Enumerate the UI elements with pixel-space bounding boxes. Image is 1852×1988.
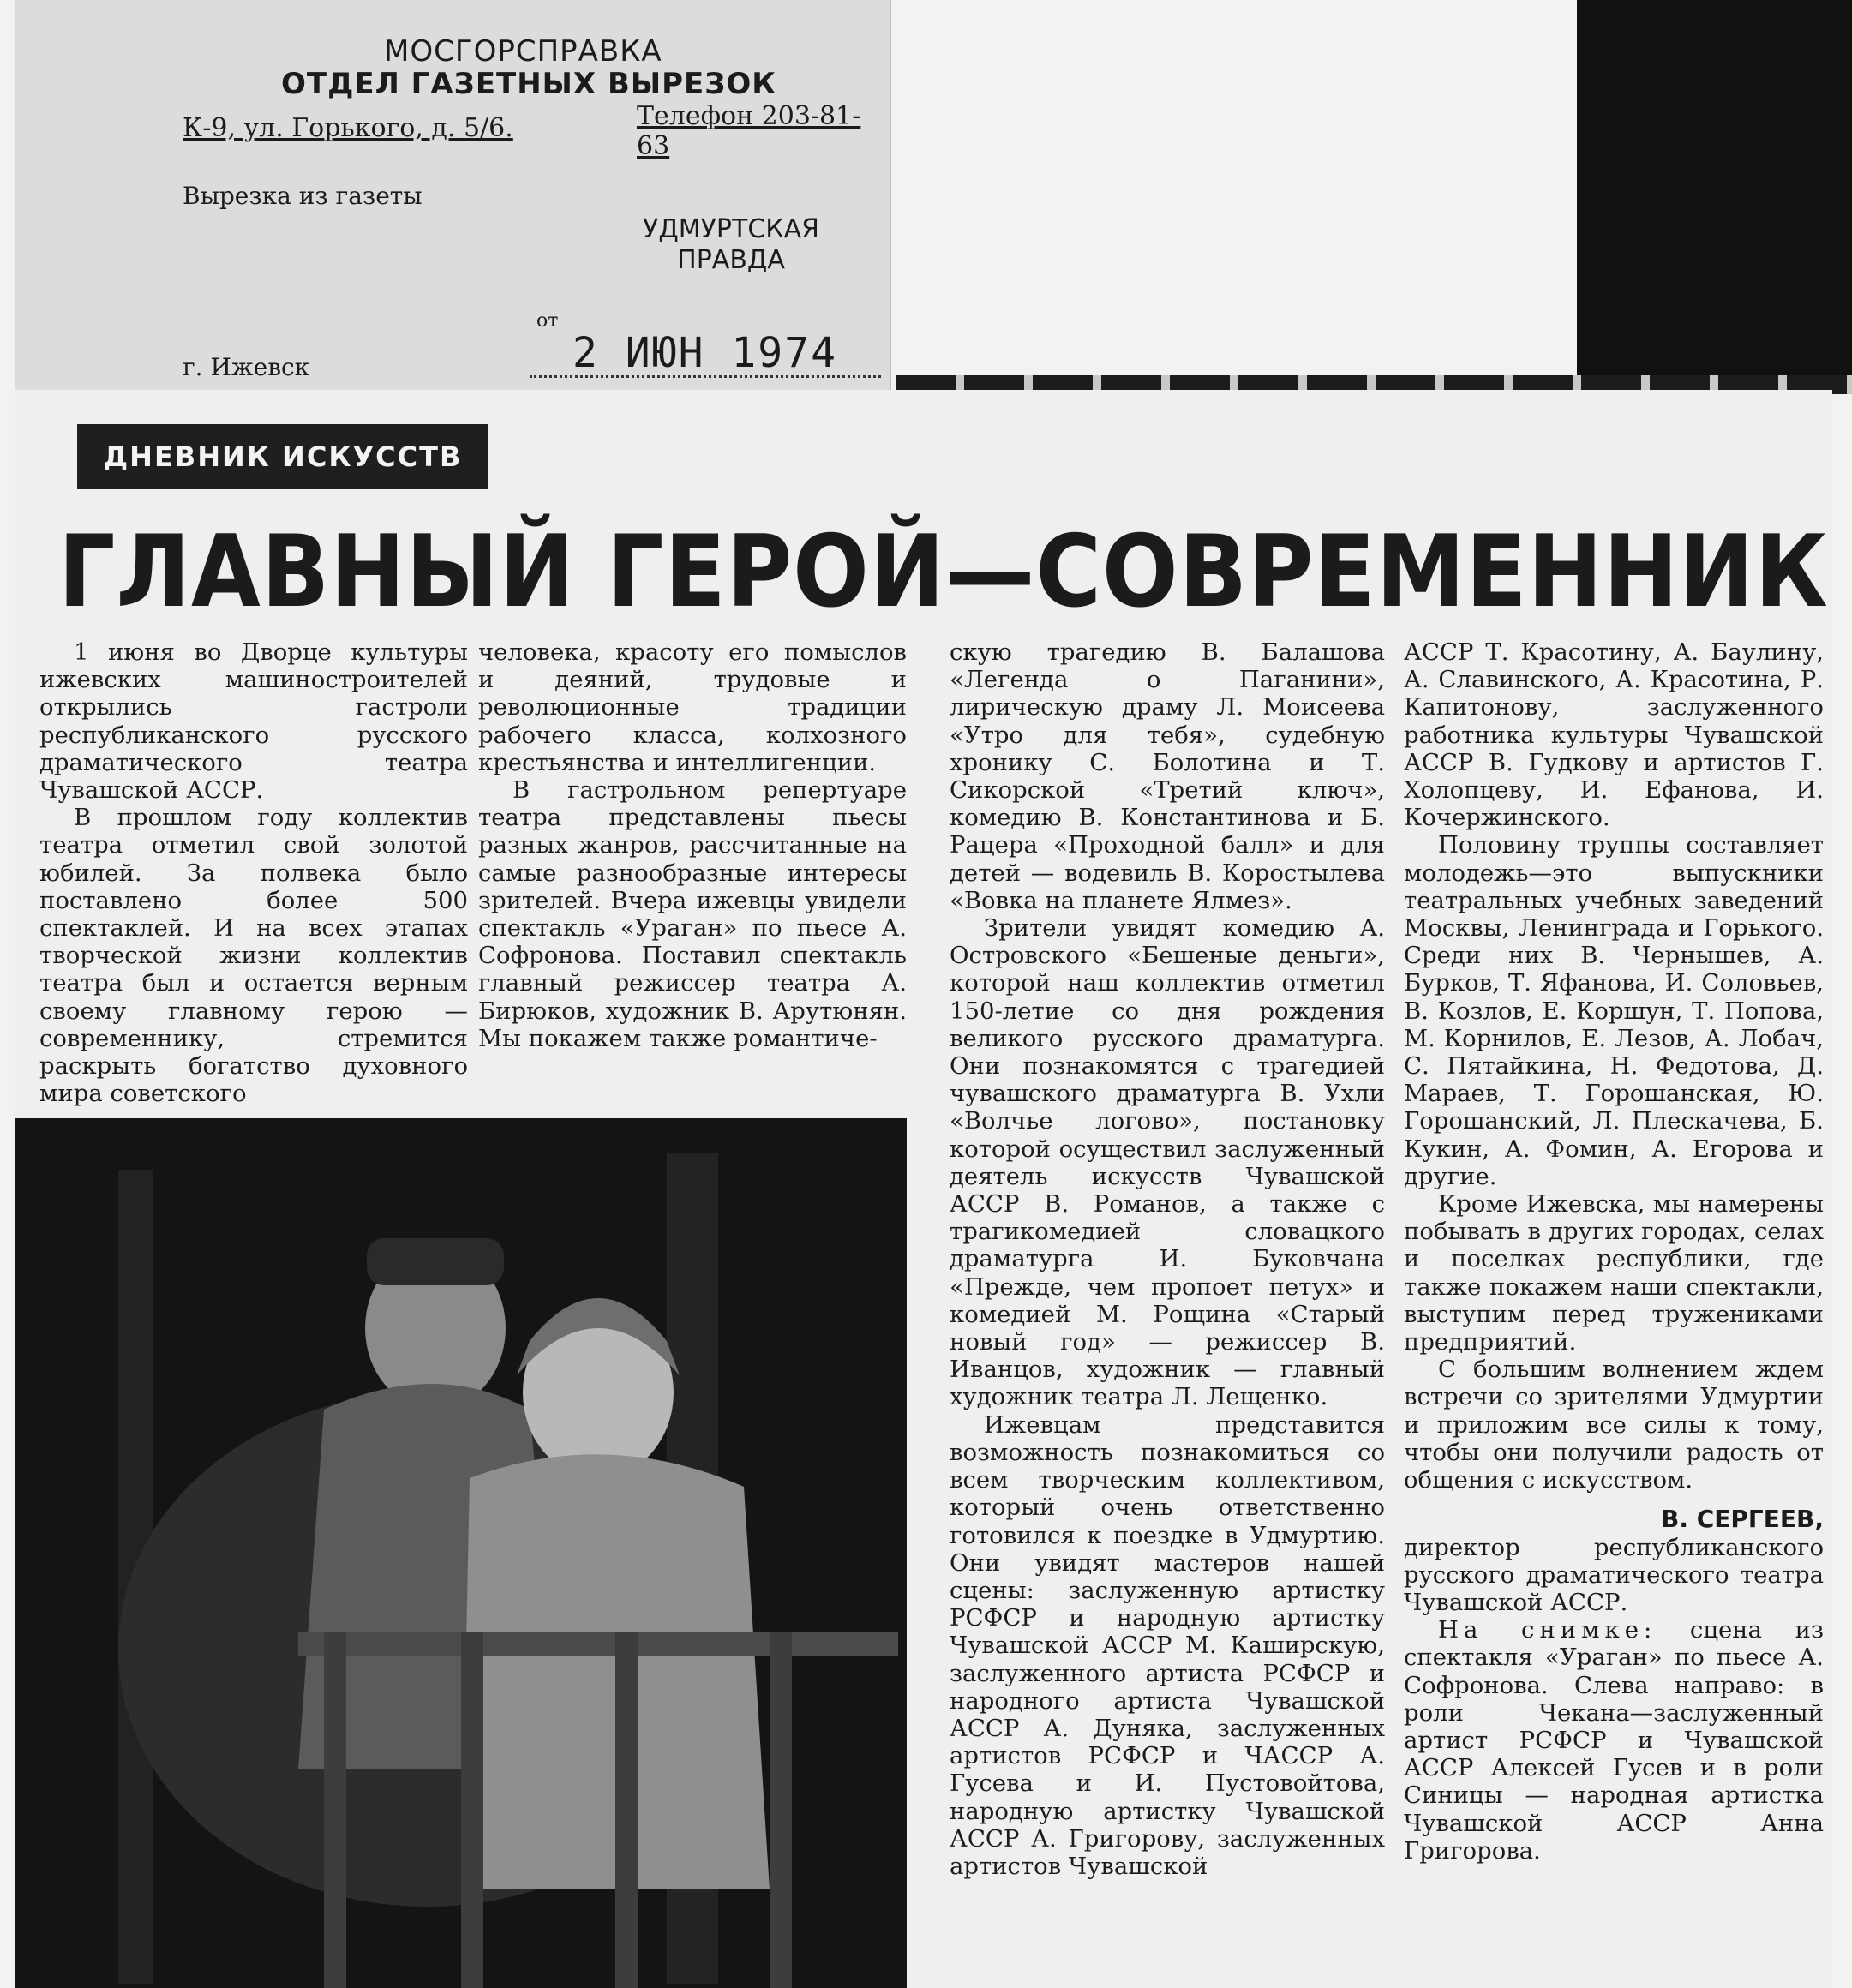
slip-date-prefix: от — [536, 310, 559, 332]
stage-photo — [15, 1118, 907, 1988]
photo-caption — [1404, 1616, 1824, 1865]
article-column-2 — [478, 638, 907, 1052]
headline: ГЛАВНЫЙ ГЕРОЙ—СОВРЕМЕННИК — [58, 514, 1829, 630]
slip-newspaper-name: УДМУРТСКАЯ ПРАВДА — [643, 214, 819, 275]
slip-city: г. Ижевск — [183, 353, 310, 381]
paragraph: С большим волнением ждем встречи со зрителями Удмуртии и приложим все силы к тому, чтобы они получили радость от общения с искусством. — [1404, 1356, 1824, 1494]
article-column-1 — [39, 638, 468, 1107]
paragraph: человека, красоту его помыслов и деяний, трудовые и революционные традиции рабочего класса, колхозного крестьянства и интеллигенции. — [478, 638, 907, 776]
caption-text: сцена из спектакля «Ураган» по пьесе А. Софронова. Слева направо: в роли Чекана—заслуженный артист РСФСР и Чувашской АССР Алексей Гусев и в роли Синицы — народная артистка Чувашской АССР Анна Григорова. — [1404, 1616, 1825, 1865]
slip-cut-label: Вырезка из газеты — [183, 182, 423, 210]
paragraph: Половину труппы составляет молодежь—это выпускники театральных учебных заведений Москвы, Ленинграда и Горького. Среди них В. Чернышев, А. Бурков, Т. Яфанова, И. Соловьев, В. Козлов, Е. Коршун, Т. Попова, М. Корнилов, Е. Лезов, А. Лобач, С. Пятайкина, Н. Федотова, Д. Мараев, Т. Горошанская, Ю. Горошанский, Л. Плескачева, Б. Кукин, А. Фомин, А. Егорова и другие. — [1404, 831, 1824, 1190]
paragraph: Зрители увидят комедию А. Островского «Бешеные деньги», которой наш коллектив отметил 150-летие со дня рождения великого русского драматурга. Они познакомятся с трагедией чувашского драматурга В. Ухли «Волчье логово», постановку которой осуществил заслуженный деятель искусств Чувашской АССР В. Романов, а также с трагикомедией словацкого драматурга И. Буковчана «Прежде, чем пропоет петух» и комедией М. Рощина «Старый новый год» — режиссер В. Иванцов, художник — главный художник театра Л. Лещенко. — [950, 914, 1385, 1411]
paragraph: 1 июня во Дворце культуры ижевских машиностроителей открылись гастроли республиканского русского драматического театра Чувашской АССР. — [39, 638, 468, 805]
paragraph: АССР Т. Красотину, А. Баулину, А. Славинского, А. Красотина, Р. Капитонову, заслуженного работника культуры Чувашской АССР В. Гудкову и артистов Г. Холопцеву, И. Ефанова, И. Кочержинского. — [1404, 638, 1824, 832]
paragraph: В прошлом году коллектив театра отметил свой золотой юбилей. За полвека было поставлено более 500 спектаклей. И на всех этапах творческой жизни коллектив театра был и остается верным своему главному герою — современнику, стремится раскрыть богатство духовного мира советского — [39, 804, 468, 1108]
slip-phone: Телефон 203-81-63 — [637, 101, 861, 161]
paragraph: скую трагедию В. Балашова «Легенда о Паганини», лирическую драму Л. Моисеева «Утро для тебя», судебную хронику С. Болотина и Т. Сикорской «Третий ключ», комедию В. Константинова и Б. Рацера «Проходной балл» и для детей — водевиль В. Коростылева «Вовка на планете Ялмез». — [950, 638, 1385, 914]
slip-date-stamp: 2 ИЮН 1974 — [572, 329, 837, 377]
slip-date-line — [530, 375, 881, 378]
paragraph: Кроме Ижевска, мы намерены побывать в других городах, селах и поселках республики, где также покажем наши спектакли, выступим перед тружениками предприятий. — [1404, 1190, 1824, 1356]
author-signature: В. СЕРГЕЕВ, — [1661, 1505, 1824, 1534]
slip-address: К-9, ул. Горького, д. 5/6. — [183, 113, 513, 143]
clipping-service-slip — [15, 0, 891, 390]
article-column-4 — [1404, 638, 1824, 1865]
photo-scene-illustration — [15, 1118, 907, 1988]
newspaper-clipping — [15, 390, 1832, 1988]
paragraph: Ижевцам представится возможность познакомиться со всем творческим коллективом, который очень ответственно готовился к поездке в Удмуртию. Они увидят мастеров нашей сцены: заслуженную артистку РСФСР и народную артистку Чувашской АССР М. Каширскую, заслуженного артиста РСФСР и народного артиста Чувашской АССР А. Дуняка, заслуженных артистов РСФСР и ЧАССР А. Гусева и И. Пустовойтова, народную артистку Чувашской АССР А. Григорову, заслуженных артистов Чувашской — [950, 1410, 1385, 1880]
rubric-label: ДНЕВНИК ИСКУССТВ — [77, 424, 488, 489]
slip-department: ОТДЕЛ ГАЗЕТНЫХ ВЫРЕЗОК — [281, 67, 777, 101]
author-title: директор республиканского русского драматического театра Чувашской АССР. — [1404, 1533, 1824, 1616]
paragraph: В гастрольном репертуаре театра представлены пьесы разных жанров, рассчитанные на самые разнообразные интересы зрителей. Вчера ижевцы увидели спектакль «Ураган» по пьесе А. Софронова. Поставил спектакль главный режиссер театра А. Бирюков, художник В. Арутюнян. Мы покажем также романтиче- — [478, 776, 907, 1052]
caption-lead: На снимке: — [1438, 1616, 1657, 1644]
article-column-3 — [950, 638, 1385, 1880]
scanner-backdrop — [1577, 0, 1852, 386]
slip-agency: МОСГОРСПРАВКА — [384, 34, 662, 69]
